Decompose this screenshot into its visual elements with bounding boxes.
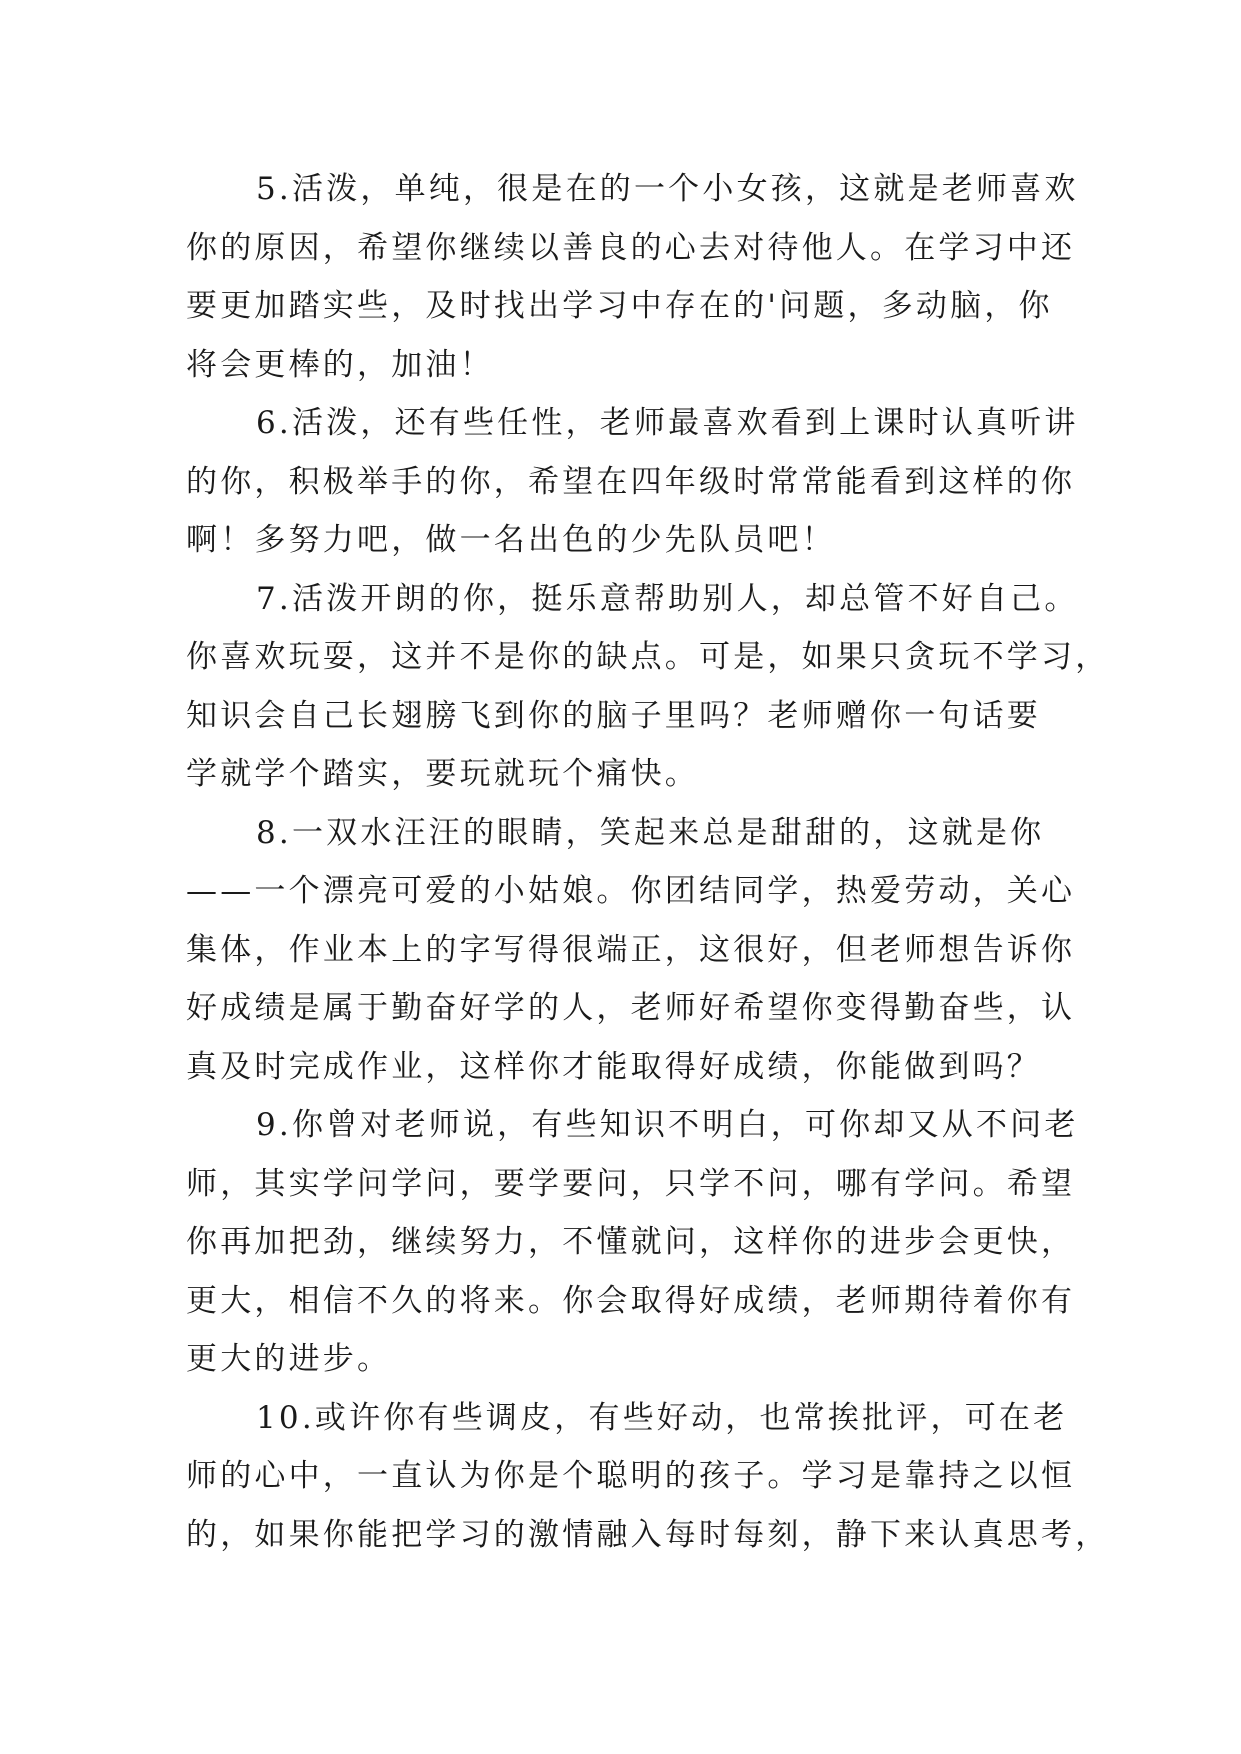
text-line: 你再加把劲，继续努力，不懂就问，这样你的进步会更快， (186, 1224, 1076, 1260)
text-line: 要更加踏实些，及时找出学习中存在的'问题，多动脑，你 (186, 288, 1053, 324)
text-line: 集体，作业本上的字写得很端正，这很好，但老师想告诉你 (186, 931, 1076, 968)
text-line: 更大的进步。 (186, 1341, 392, 1377)
text-line: 师的心中，一直认为你是个聪明的孩子。学习是靠持之以恒 (186, 1458, 1076, 1494)
text-line: 的你，积极举手的你，希望在四年级时常常能看到这样的你 (186, 463, 1076, 500)
text-line: 6.活泼，还有些任性，老师最喜欢看到上课时认真听讲 (256, 405, 1079, 441)
text-line: 10.或许你有些调皮，有些好动，也常挨批评，可在老 (256, 1399, 1068, 1436)
text-line: 知识会自己长翅膀飞到你的脑子里吗？老师赠你一句话要 (186, 697, 1041, 734)
text-line: 真及时完成作业，这样你才能取得好成绩，你能做到吗？ (186, 1048, 1041, 1085)
text-line: 你的原因，希望你继续以善良的心去对待他人。在学习中还 (186, 229, 1076, 266)
text-line: 9.你曾对老师说，有些知识不明白，可你却又从不问老 (256, 1107, 1079, 1143)
text-line: 啊！多努力吧，做一名出色的少先队员吧！ (186, 522, 836, 558)
text-line: 将会更棒的，加油！ (186, 346, 494, 383)
text-line: 好成绩是属于勤奋好学的人，老师好希望你变得勤奋些，认 (186, 990, 1076, 1026)
body-text (186, 160, 1110, 1564)
text-line: 你喜欢玩耍，这并不是你的缺点。可是，如果只贪玩不学习， (186, 639, 1110, 675)
text-line: 的，如果你能把学习的激情融入每时每刻，静下来认真思考， (186, 1516, 1110, 1553)
text-line: 学就学个踏实，要玩就玩个痛快。 (186, 756, 699, 792)
text-line: 7.活泼开朗的你，挺乐意帮助别人，却总管不好自己。 (256, 580, 1079, 617)
text-line: 更大，相信不久的将来。你会取得好成绩，老师期待着你有 (186, 1282, 1076, 1319)
text-line: ——一个漂亮可爱的小姑娘。你团结同学，热爱劳动，关心 (186, 873, 1076, 909)
text-line: 师，其实学问学问，要学要问，只学不问，哪有学问。希望 (186, 1165, 1076, 1202)
text-line: 5.活泼，单纯，很是在的一个小女孩，这就是老师喜欢 (256, 171, 1079, 207)
text-line: 8.一双水汪汪的眼睛，笑起来总是甜甜的，这就是你 (256, 814, 1045, 851)
